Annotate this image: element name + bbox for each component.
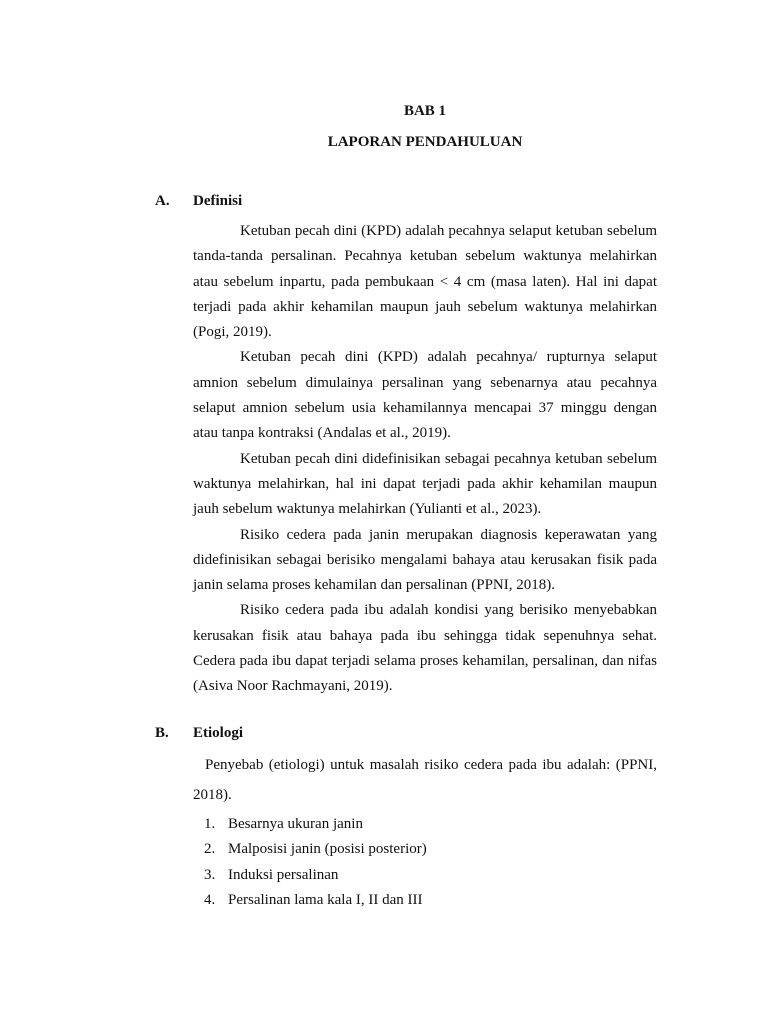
paragraph: Risiko cedera pada janin merupakan diagnosis keperawatan yang didefinisikan sebagai berisiko mengalami bahaya atau kerusakan fisik pada janin selama proses kehamilan dan persalinan (PPNI, 2018). bbox=[193, 526, 657, 594]
paragraph: Ketuban pecah dini (KPD) adalah pecahnya/ rupturnya selaput amnion sebelum dimulainya persalinan yang sebenarnya atau pecahnya selaput amnion sebelum usia kehamilannya mencapai 37 minggu dengan atau tanpa kontraksi (Andalas et al., 2019). bbox=[193, 349, 657, 442]
section-letter: B. bbox=[155, 725, 169, 741]
section-letter: A. bbox=[155, 193, 170, 209]
etiologi-list bbox=[204, 812, 664, 913]
paragraph: Ketuban pecah dini didefinisikan sebagai pecahnya ketuban sebelum waktunya melahirkan, hal ini dapat terjadi pada akhir kehamilan maupun jauh sebelum waktunya melahirkan (Yulianti et al., 2023). bbox=[193, 450, 657, 518]
list-item bbox=[204, 863, 664, 888]
list-number: 3. bbox=[204, 866, 216, 883]
list-text: Besarnya ukuran janin bbox=[228, 816, 363, 832]
chapter-title: LAPORAN PENDAHULUAN bbox=[327, 134, 523, 150]
list-text: Persalinan lama kala I, II dan III bbox=[228, 891, 423, 908]
definisi-body bbox=[193, 219, 657, 700]
paragraph: Risiko cedera pada ibu adalah kondisi yang berisiko menyebabkan kerusakan fisik atau bahaya pada ibu sehingga tidak sepenuhnya sehat. Cedera pada ibu dapat terjadi selama proses kehamilan, persalinan, dan nifas (Asiva Noor Rachmayani, 2019). bbox=[193, 602, 657, 695]
etiologi-intro: Penyebab (etiologi) untuk masalah risiko cedera pada ibu adalah: (PPNI, 2018). bbox=[193, 757, 657, 803]
list-number: 2. bbox=[204, 841, 216, 858]
section-title: Etiologi bbox=[193, 725, 244, 741]
list-item bbox=[204, 888, 664, 913]
list-item bbox=[204, 812, 664, 837]
paragraph: Ketuban pecah dini (KPD) adalah pecahnya selaput ketuban sebelum tanda-tanda persalinan. Pecahnya ketuban sebelum waktunya melahirkan atau sebelum inpartu, pada pembukaan < 4 cm (masa laten). Hal ini dapat terjadi pada akhir kehamilan maupun jauh sebelum waktunya melahirkan (Pogi, 2019). bbox=[193, 223, 657, 341]
section-heading-etiologi bbox=[155, 725, 675, 742]
list-item bbox=[204, 837, 664, 862]
list-number: 1. bbox=[204, 816, 216, 832]
list-text: Induksi persalinan bbox=[228, 866, 339, 883]
chapter-number: BAB 1 bbox=[403, 103, 447, 119]
list-number: 4. bbox=[204, 891, 216, 908]
section-heading-definisi bbox=[155, 193, 675, 210]
section-title: Definisi bbox=[193, 193, 243, 209]
list-text: Malposisi janin (posisi posterior) bbox=[228, 841, 427, 858]
